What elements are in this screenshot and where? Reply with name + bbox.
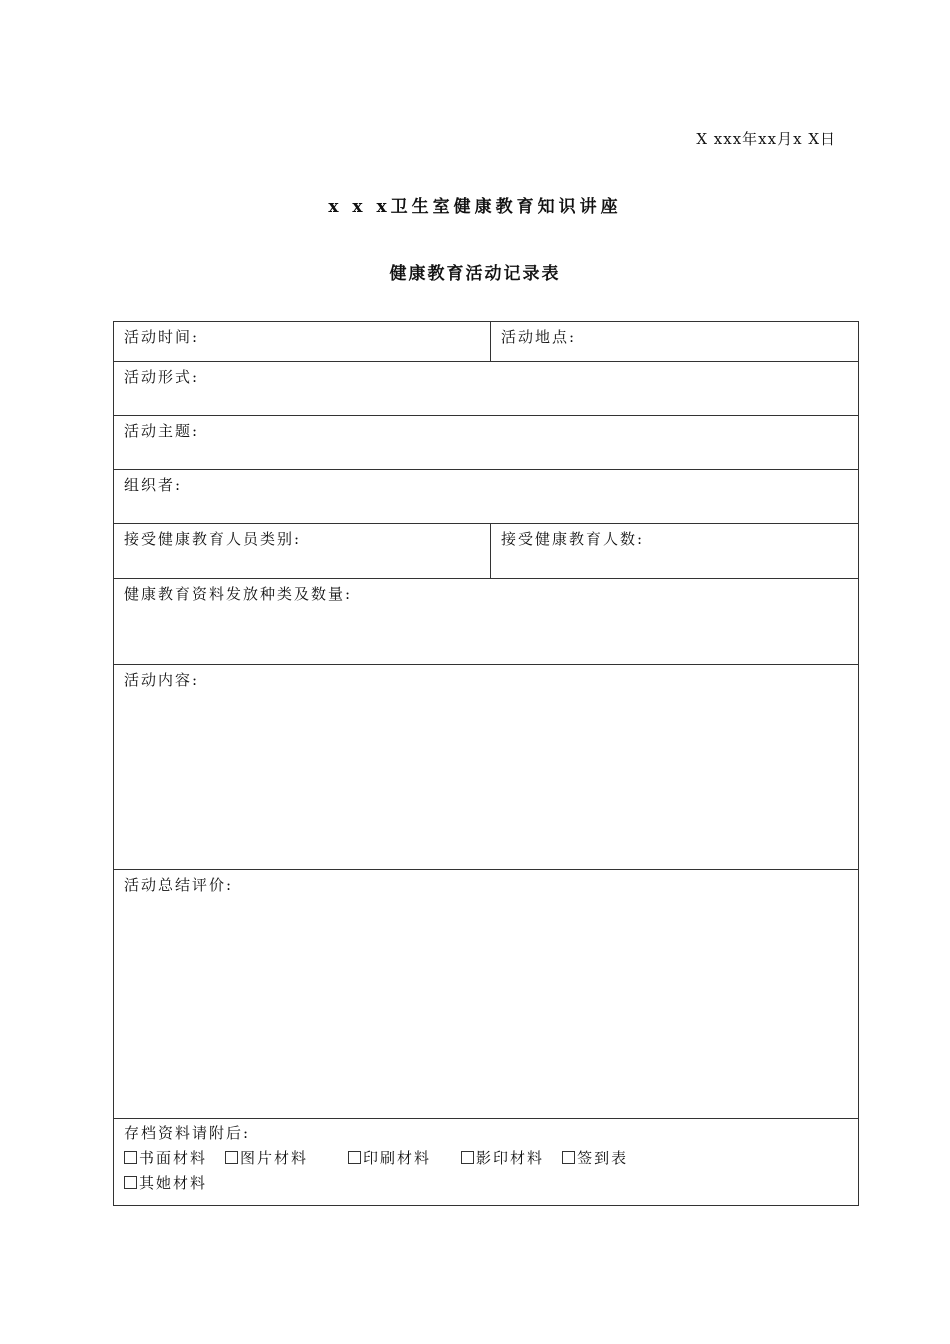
table-row bbox=[114, 665, 859, 870]
table-row bbox=[114, 362, 859, 416]
archive-option-other[interactable] bbox=[124, 1171, 207, 1196]
checkbox-icon[interactable] bbox=[225, 1151, 238, 1164]
table-row bbox=[114, 1119, 859, 1206]
activity-evaluation-label: 活动总结评价: bbox=[124, 876, 234, 894]
recipient-category-cell[interactable] bbox=[114, 524, 491, 579]
table-row bbox=[114, 579, 859, 665]
checkbox-icon[interactable] bbox=[461, 1151, 474, 1164]
activity-time-label: 活动时间: bbox=[124, 328, 200, 346]
document-date: X xxx年xx月x X日 bbox=[696, 130, 836, 148]
activity-form-label: 活动形式: bbox=[124, 368, 200, 386]
checkbox-icon[interactable] bbox=[348, 1151, 361, 1164]
archive-label: 存档资料请附后: bbox=[124, 1124, 251, 1142]
table-row bbox=[114, 870, 859, 1119]
activity-record-table bbox=[113, 321, 859, 1206]
activity-topic-label: 活动主题: bbox=[124, 422, 200, 440]
archive-options-row bbox=[124, 1171, 848, 1196]
archive-option-label: 书面材料 bbox=[139, 1149, 208, 1167]
archive-option-label: 其她材料 bbox=[139, 1174, 208, 1192]
document-title: x x x卫生室健康教育知识讲座 bbox=[328, 197, 622, 217]
archive-options-row bbox=[124, 1146, 848, 1171]
activity-time-cell[interactable] bbox=[114, 322, 491, 362]
archive-option-signin[interactable] bbox=[562, 1146, 628, 1171]
activity-location-cell[interactable] bbox=[491, 322, 859, 362]
activity-content-cell[interactable] bbox=[114, 665, 859, 870]
archive-option-label: 图片材料 bbox=[240, 1149, 309, 1167]
activity-evaluation-cell[interactable] bbox=[114, 870, 859, 1119]
archive-option-pictures[interactable] bbox=[225, 1146, 308, 1171]
table-row bbox=[114, 470, 859, 524]
recipient-count-cell[interactable] bbox=[491, 524, 859, 579]
archive-option-written[interactable] bbox=[124, 1146, 207, 1171]
activity-location-label: 活动地点: bbox=[501, 328, 577, 346]
archive-option-label: 影印材料 bbox=[476, 1149, 545, 1167]
organizer-label: 组织者: bbox=[124, 476, 183, 494]
recipient-count-label: 接受健康教育人数: bbox=[501, 530, 645, 548]
archive-option-label: 签到表 bbox=[577, 1149, 629, 1167]
table-row bbox=[114, 322, 859, 362]
activity-topic-cell[interactable] bbox=[114, 416, 859, 470]
materials-distributed-cell[interactable] bbox=[114, 579, 859, 665]
archive-cell bbox=[114, 1119, 859, 1206]
checkbox-icon[interactable] bbox=[562, 1151, 575, 1164]
organizer-cell[interactable] bbox=[114, 470, 859, 524]
checkbox-icon[interactable] bbox=[124, 1151, 137, 1164]
table-row bbox=[114, 416, 859, 470]
materials-distributed-label: 健康教育资料发放种类及数量: bbox=[124, 585, 353, 603]
checkbox-icon[interactable] bbox=[124, 1176, 137, 1189]
table-row bbox=[114, 524, 859, 579]
activity-form-cell[interactable] bbox=[114, 362, 859, 416]
archive-option-label: 印刷材料 bbox=[363, 1149, 432, 1167]
recipient-category-label: 接受健康教育人员类别: bbox=[124, 530, 302, 548]
archive-option-photocopy[interactable] bbox=[461, 1146, 544, 1171]
document-subtitle: 健康教育活动记录表 bbox=[389, 264, 561, 284]
archive-option-printed[interactable] bbox=[348, 1146, 431, 1171]
activity-content-label: 活动内容: bbox=[124, 671, 200, 689]
